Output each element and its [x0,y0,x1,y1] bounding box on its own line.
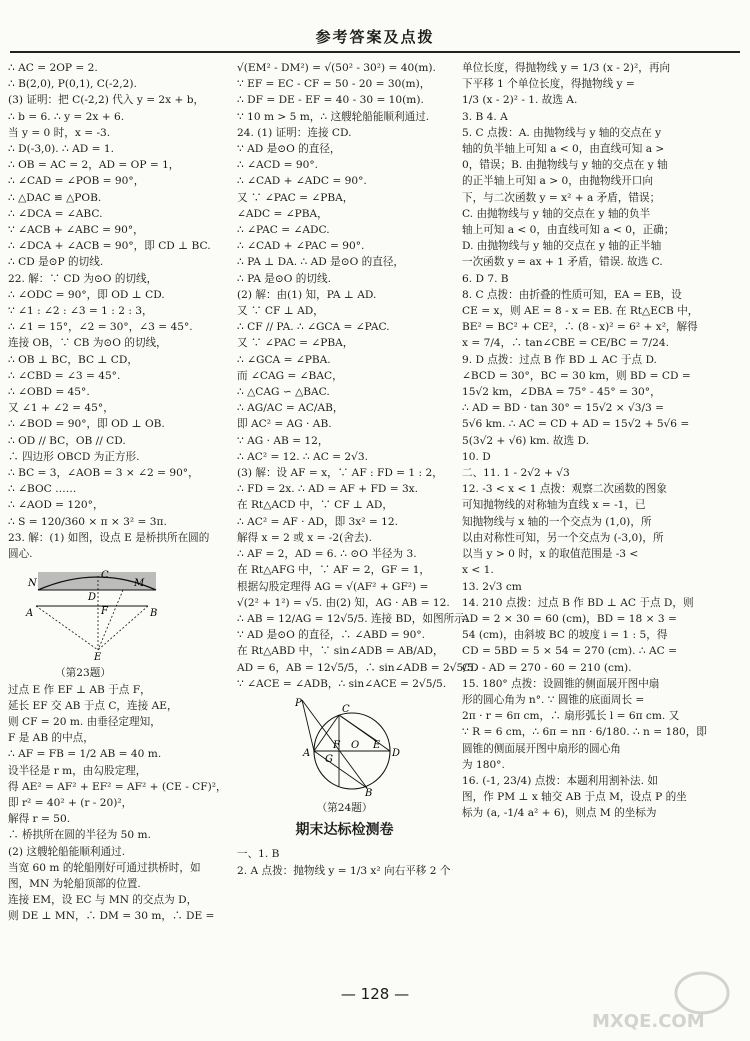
text-line: C. 由抛物线与 y 轴的交点在 y 轴的负半 [462,207,651,220]
text-line: 23. 解：(1) 如图，设点 E 是桥拱所在圆的 [8,531,210,544]
text-line: ∵ 10 m > 5 m，∴ 这艘轮船能顺利通过. [237,110,430,123]
figure-label: M [134,578,145,590]
text-line: (3) 证明：把 C(-2,2) 代入 y = 2x + b， [8,94,205,107]
text-line: ∵ EF = EC - CF = 50 - 20 = 30(m)， [237,78,431,91]
figure-label: A [303,747,311,759]
text-line: ∴ ∠1 = 15°，∠2 = 30°，∠3 = 45°. [8,321,193,334]
text-line: ∴ AD = BD · tan 30° = 15√2 × √3/3 = [462,402,665,415]
text-line: 圆心. [8,548,33,561]
text-line: 标为 (a, -1/4 a² + 6)，则点 M 的坐标为 [462,807,657,820]
text-line: 下平移 1 个单位长度，得抛物线 y = [462,78,635,91]
text-line: 以由对称性可知，另一个交点为 (-3,0)，所 [462,531,664,544]
text-line: 下，与二次函数 y = x² + a 矛盾，错误； [462,191,661,204]
text-line: ∵ AD 是⊙O 的直径， [237,143,341,156]
text-line: 24. (1) 证明：连接 CD. [237,126,352,139]
text-line: 根据勾股定理得 AG = √(AF² + GF²) = [237,580,429,593]
text-line: 3. B 4. A [462,110,508,123]
text-line: 设半径是 r m，由勾股定理， [8,764,147,777]
figure-label: G [325,753,333,765]
text-line: 5(3√2 + √6) km. 故选 D. [462,434,589,447]
text-line: 过点 E 作 EF ⊥ AB 于点 F， [8,683,151,696]
text-line: 14. 210 点拨：过点 B 作 BD ⊥ AC 于点 D，则 [462,596,694,609]
text-line: ∴ ∠DCA = ∠ABC. [8,207,103,220]
text-line: ∴ PA ⊥ DA. ∴ AD 是⊙O 的直径， [237,256,405,269]
answer-lines-part2 [8,682,230,925]
text-line: 单位长度，得抛物线 y = 1/3 (x - 2)²，再向 [462,62,671,74]
figure-23-diagram [8,566,158,664]
text-line: CD - AD = 270 - 60 = 210 (cm). [462,661,632,674]
text-line: 一次函数 y = ax + 1 矛盾，错误. 故选 C. [462,256,663,269]
text-line: 轴上可知 a < 0，由直线可知 a < 0，正确； [462,224,675,237]
column-right [462,60,742,965]
text-line: ∴ 桥拱所在圆的半径为 50 m. [8,829,151,842]
text-line: 15√2 km，∠DBA = 75° - 45° = 30°， [462,386,661,399]
text-line: ∴ BC = 3，∠AOB = 3 × ∠2 = 90°， [8,467,199,480]
text-line: 8. C 点拨：由折叠的性质可知，EA = EB，设 [462,288,682,301]
text-line: ∴ ∠AOD = 120°， [8,499,104,512]
text-line: ∵ R = 6 cm，∴ 6π = nπ · 6/180. ∴ n = 180，即 [462,726,707,739]
text-line: 2π · r = 6π cm，∴ 扇形弧长 l = 6π cm. 又 [462,710,680,723]
answer-lines-right [462,60,742,822]
text-line: ∵ ∠ACB + ∠ABC = 90°， [8,224,144,237]
text-line: 图，作 PM ⊥ x 轴交 AB 于点 M，设点 P 的坐 [462,791,687,804]
text-line: 10. D [462,450,491,463]
text-line: ∴ AG/AC = AC/AB， [237,402,344,415]
text-line: 又 ∵ ∠PAC = ∠PBA， [237,191,354,204]
text-line: 连接 OB，∵ CB 为⊙O 的切线， [8,337,167,350]
figure-label: N [28,578,37,590]
text-line: ∴ S = 120/360 × π × 3² = 3π. [8,515,167,528]
figure-24-caption: （第24题） [316,801,373,814]
text-line: 5. C 点拨：A. 由抛物线与 y 轴的交点在 y [462,126,662,139]
text-line: √(EM² - DM²) = √(50² - 30²) = 40(m). [237,62,436,74]
text-line: ∴ ∠DCA + ∠ACB = 90°，即 CD ⊥ BC. [8,240,211,253]
text-line: 当 y = 0 时，x = -3. [8,126,111,139]
text-line: ∵ ∠1 : ∠2 : ∠3 = 1 : 2 : 3， [8,305,153,318]
figure-label: F [333,739,340,751]
section-title: 期末达标检测卷 [295,822,394,839]
text-line: ∵ AD 是⊙O 的直径，∴ ∠ABD = 90°. [237,629,426,642]
text-line: 则 DE ⊥ MN，∴ DM = 30 m，∴ DE = [8,910,215,923]
text-line: x < 1. [462,564,494,577]
text-line: (3) 解：设 AF = x，∵ AF : FD = 1 : 2， [237,467,443,480]
text-line: 1/3 (x - 2)² - 1. 故选 A. [462,94,578,107]
text-line: 圆锥的侧面展开图中扇形的圆心角 [462,742,621,755]
text-line: ∴ ∠PAC = ∠ADC. [237,224,330,237]
column-left [8,60,230,965]
text-line: ∴ CF // PA. ∴ ∠GCA = ∠PAC. [237,321,390,334]
text-line: 一、1. B [237,848,280,861]
text-line: 解得 x = 2 或 x = -2(舍去). [237,531,372,544]
watermark-logo [582,965,742,1035]
text-line: ∠ADC = ∠PBA， [237,207,328,220]
page-header-title: 参考答案及点拨 [315,28,435,46]
text-line: ∵ AG · AB = 12， [237,434,329,447]
text-line: 的正半轴上可知 a > 0，由抛物线开口向 [462,175,653,188]
figure-label: B [150,608,158,620]
text-line: ∴ 四边形 OBCD 为正方形. [8,450,140,463]
text-line: ∴ PA 是⊙O 的切线. [237,272,331,285]
text-line: ∴ ∠GCA = ∠PBA. [237,353,331,366]
text-line: x = 7/4，∴ tan∠CBE = CE/BC = 7/24. [462,337,669,350]
text-line: ∴ AC² = AF · AD，即 3x² = 12. [237,515,398,528]
text-line: ∴ AF = FB = 1/2 AB = 40 m. [8,748,162,761]
text-line: BE² = BC² + CE²，∴ (8 - x)² = 6² + x²，解得 [462,321,698,334]
text-line: ∴ AF = 2，AD = 6. ∴ ⊙O 半径为 3. [237,548,417,561]
figure-label: B [365,787,373,799]
text-line: 轴的负半轴上可知 a < 0，由直线可知 a > [462,143,665,156]
text-line: ∴ ∠CBD = ∠3 = 45°. [8,369,121,382]
text-line: ∴ B(2,0), P(0,1), C(-2,2). [8,78,137,91]
text-line: ∴ △CAG ∽ △BAC. [237,386,330,399]
figure-label: O [351,739,360,751]
text-line: 形的圆心角为 n°. ∵ 圆锥的底面周长 = [462,693,645,706]
text-line: ∴ OD // BC，OB // CD. [8,434,126,447]
text-line: 13. 2√3 cm [462,580,522,593]
text-line: 16. (-1, 23/4) 点拨：本题利用割补法. 如 [462,774,658,787]
text-line: 知抛物线与 x 轴的一个交点为 (1,0)，所 [462,515,652,528]
figure-label: C [342,703,350,715]
text-line: 为 180°. [462,758,505,771]
text-line: 9. D 点拨：过点 B 作 BD ⊥ AC 于点 D. [462,353,657,366]
text-line: ∴ ∠BOD = 90°，即 OD ⊥ OB. [8,418,165,431]
text-line: 以当 y > 0 时，x 的取值范围是 -3 < [462,548,639,561]
figure-24-diagram [267,696,427,799]
text-line: (2) 这艘轮船能顺利通过. [8,845,126,858]
figure-label: F [101,606,108,618]
text-line: ∴ AC² = 12. ∴ AC = 2√3. [237,450,369,463]
text-line: (2) 解：由(1) 知，PA ⊥ AD. [237,288,377,301]
text-line: F 是 AB 的中点， [8,732,94,745]
text-line: 12. -3 < x < 1 点拨：观察二次函数的图象 [462,483,667,496]
answer-lines-part1 [8,60,230,562]
text-line: ∴ FD = 2x. ∴ AD = AF + FD = 3x. [237,483,419,496]
figure-23-caption: （第23题） [55,667,111,680]
text-line: ∴ b = 6. ∴ y = 2x + 6. [8,110,125,123]
text-line: ∴ ∠ACD = 90°. [237,159,318,172]
text-line: 又 ∠1 + ∠2 = 45°， [8,402,114,415]
text-line: 又 ∵ CF ⊥ AD， [237,305,324,318]
figure-label: E [373,739,381,751]
figure-label: D [392,747,401,759]
text-line: CE = x，则 AE = 8 - x = EB. 在 Rt△ECB 中， [462,305,699,318]
text-line: D. 由抛物线与 y 轴的交点在 y 轴的正半轴 [462,240,662,253]
text-line: ∴ CD 是⊙P 的切线. [8,256,104,269]
text-line: 2. A 点拨：抛物线 y = 1/3 x² 向右平移 2 个 [237,864,451,877]
header-rule [10,51,740,53]
text-line: AD = 6，AB = 12√5/5，∴ sin∠ADB = 2√5/5. [237,661,477,674]
text-line: 可知抛物线的对称轴为直线 x = -1，已 [462,499,646,512]
text-line: ∴ DF = DE - EF = 40 - 30 = 10(m). [237,94,424,107]
text-line: 当宽 60 m 的轮船刚好可通过拱桥时，如 [8,861,201,874]
text-line: 连接 EM，设 EC 与 MN 的交点为 D， [8,894,198,907]
text-line: ∵ ∠ACE = ∠ADB，∴ sin∠ACE = 2√5/5. [237,677,447,690]
text-line: 解得 r = 50. [8,813,71,826]
text-line: 则 CF = 20 m. 由垂径定理知， [8,715,161,728]
text-line: √(2² + 1²) = √5. 由(2) 知，AG · AB = 12. [237,596,450,609]
text-line: ∴ D(-3,0). ∴ AD = 1. [8,143,114,156]
text-line: 二、11. 1 - 2√2 + √3 [462,467,570,480]
text-line: 6. D 7. B [462,272,509,285]
text-line: ∴ △DAC ≌ △POB. [8,191,102,204]
text-line: ∴ OB = AC = 2，AD = OP = 1， [8,159,180,172]
text-line: 在 Rt△ABD 中，∵ sin∠ADB = AB/AD， [237,645,444,658]
figure-label: P [295,697,302,709]
watermark-text: MXQE.COM [592,1011,705,1032]
text-line: 得 AE² = AF² + EF² = AF² + (CE - CF)²， [8,780,227,793]
figure-label: C [101,570,109,582]
text-line: 即 r² = 40² + (r - 20)²， [8,796,133,809]
text-line: 在 Rt△ACD 中，∵ CF ⊥ AD， [237,499,393,512]
text-line: 0，错误；B. 由抛物线与 y 轴的交点在 y 轴 [462,159,668,172]
figure-label: D [88,592,97,604]
text-line: ∴ AC = 2OP = 2. [8,62,98,74]
text-line: 5√6 km. ∴ AC = CD + AD = 15√2 + 5√6 = [462,418,690,431]
figure-label: E [94,652,102,664]
text-line: AD = 2 × 30 = 60 (cm)，BD = 18 × 3 = [462,612,677,625]
text-line: ∴ ∠BOC …… [8,483,77,496]
text-line: ∴ ∠ODC = 90°，即 OD ⊥ CD. [8,288,165,301]
text-line: ∴ AB = 12/AG = 12√5/5. 连接 BD，如图所示. [237,612,469,625]
text-line: 15. 180° 点拨：设圆锥的侧面展开图中扇 [462,677,660,690]
text-line: 22. 解：∵ CD 为⊙O 的切线， [8,272,158,285]
text-line: ∴ ∠CAD + ∠ADC = 90°. [237,175,367,188]
text-line: 即 AC² = AG · AB. [237,418,332,431]
text-line: ∴ ∠CAD = ∠POB = 90°， [8,175,145,188]
text-line: 在 Rt△AFG 中，∵ AF = 2，GF = 1， [237,564,431,577]
text-line: ∠BCD = 30°，BC = 30 km，则 BD = CD = [462,369,691,382]
text-line: 而 ∠CAG = ∠BAC， [237,369,343,382]
text-line: ∴ OB ⊥ BC，BC ⊥ CD， [8,353,138,366]
answer-lines-final-exam [237,846,452,878]
text-line: ∴ ∠OBD = 45°. [8,386,90,399]
text-line: CD = 5BD = 5 × 54 = 270 (cm). ∴ AC = [462,645,677,658]
page-number: — 128 — [340,985,410,1003]
text-line: 延长 EF 交 AB 于点 C，连接 AE， [8,699,178,712]
figure-label: A [26,608,34,620]
text-line: 又 ∵ ∠PAC = ∠PBA， [237,337,354,350]
text-line: 54 (cm)，由斜坡 BC 的坡度 i = 1 : 5，得 [462,629,668,642]
text-line: ∴ ∠CAD + ∠PAC = 90°. [237,240,365,253]
text-line: 图，MN 为轮船顶部的位置. [8,877,141,890]
